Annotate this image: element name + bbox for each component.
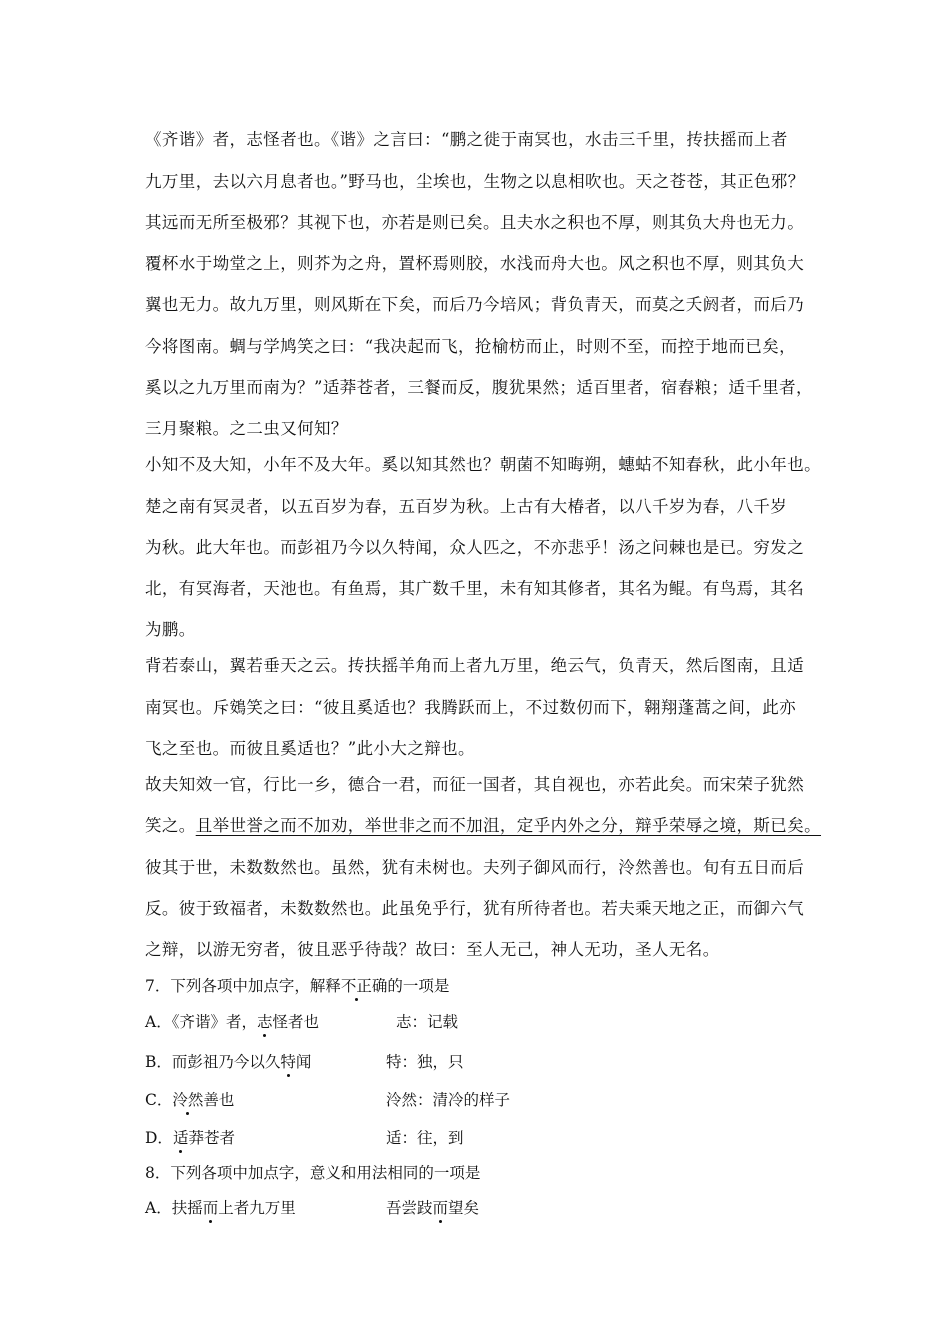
q7-option-b: B．而彭祖乃今以久特闻 xyxy=(145,1053,312,1071)
underlined-sentence: 且举世誉之而不加劝，举世非之而不加沮，定乎内外之分，辩乎荣辱之境，斯已矣。 xyxy=(195,816,822,835)
passage-line: 南冥也。斥鴳笑之曰：“彼且奚适也？我腾跃而上，不过数仞而下，翱翔蓬蒿之间，此亦 xyxy=(145,698,797,717)
q8-option-a-comparison: 吾尝跂而望矣 xyxy=(386,1199,480,1217)
underline-prefix: 笑之。 xyxy=(145,816,196,835)
passage-line: 小知不及大知，小年不及大年。奚以知其然也？朝菌不知晦朔，蟪蛄不知春秋，此小年也。 xyxy=(145,455,821,474)
passage-line: 九万里，去以六月息者也。”野马也，尘埃也，生物之以息相吹也。天之苍苍，其正色邪？ xyxy=(145,172,805,191)
passage-line: 翼也无力。故九万里，则风斯在下矣，而后乃今培风；背负青天，而莫之夭阏者，而后乃 xyxy=(145,295,805,314)
passage-line: 反。彼于致福者，未数数然也。此虽免乎行，犹有所待者也。若夫乘天地之正，而御六气 xyxy=(145,899,805,918)
passage-line: 故夫知效一官，行比一乡，德合一君，而征一国者，其自视也，亦若此矣。而宋荣子犹然 xyxy=(145,775,805,794)
dotted-char: 特 xyxy=(280,1053,296,1071)
passage-line: 楚之南有冥灵者，以五百岁为春，五百岁为秋。上古有大椿者，以八千岁为春，八千岁 xyxy=(145,497,788,516)
passage-line: 其远而无所至极邪？其视下也，亦若是则已矣。且夫水之积也不厚，则其负大舟也无力。 xyxy=(145,213,805,232)
passage-line-underlined xyxy=(145,816,821,836)
q7-option-c-gloss: 泠然：清冷的样子 xyxy=(386,1091,511,1109)
question-7-stem: 7．下列各项中加点字，解释不正确的一项是 xyxy=(145,977,450,995)
passage-line: 北，有冥海者，天池也。有鱼焉，其广数千里，未有知其修者，其名为鲲。有鸟焉，其名 xyxy=(145,579,805,598)
q7-option-b-gloss: 特：独，只 xyxy=(386,1053,464,1071)
q7-option-a: A．《齐谐》者，志怪者也 xyxy=(145,1013,319,1031)
dotted-char: 泠然 xyxy=(172,1091,204,1109)
dotted-text: 不正 xyxy=(340,977,372,995)
passage-line: 为鹏。 xyxy=(145,620,196,639)
dotted-char: 志 xyxy=(256,1013,273,1031)
dotted-char: 而 xyxy=(202,1199,219,1217)
question-8-stem: 8．下列各项中加点字，意义和用法相同的一项是 xyxy=(145,1164,481,1182)
q8-option-a: A．扶摇而上者九万里 xyxy=(145,1199,296,1217)
passage-line: 今将图南。蜩与学鸠笑之曰：“我决起而飞，抢榆枋而止，时则不至，而控于地而已矣， xyxy=(145,337,797,356)
passage-line: 之辩，以游无穷者，彼且恶乎待哉？故曰：至人无己，神人无功，圣人无名。 xyxy=(145,940,720,959)
dotted-char: 适 xyxy=(172,1129,189,1147)
passage-line: 背若泰山，翼若垂天之云。抟扶摇羊角而上者九万里，绝云气，负青天，然后图南，且适 xyxy=(145,656,805,675)
passage-line: 飞之至也。而彼且奚适也？”此小大之辩也。 xyxy=(145,739,475,758)
dotted-char: 而 xyxy=(432,1199,449,1217)
passage-line: 为秋。此大年也。而彭祖乃今以久特闻，众人匹之，不亦悲乎！汤之问棘也是已。穷发之 xyxy=(145,538,805,557)
passage-line: 《齐谐》者，志怪者也。《谐》之言曰：“鹏之徙于南冥也，水击三千里，抟扶摇而上者 xyxy=(145,130,788,149)
passage-line: 覆杯水于坳堂之上，则芥为之舟，置杯焉则胶，水浅而舟大也。风之积也不厚，则其负大 xyxy=(145,254,805,273)
passage-line: 三月聚粮。之二虫又何知？ xyxy=(145,419,348,438)
q7-option-d-gloss: 适：往，到 xyxy=(386,1129,464,1147)
q7-option-c: C．泠然善也 xyxy=(145,1091,235,1109)
q7-option-d: D．适莽苍者 xyxy=(145,1129,235,1147)
passage-line: 彼其于世，未数数然也。虽然，犹有未树也。夫列子御风而行，泠然善也。旬有五日而后 xyxy=(145,858,805,877)
passage-line: 奚以之九万里而南为？”适莽苍者，三餐而反，腹犹果然；适百里者，宿舂粮；适千里者， xyxy=(145,378,813,397)
q7-option-a-gloss: 志：记载 xyxy=(396,1013,459,1031)
